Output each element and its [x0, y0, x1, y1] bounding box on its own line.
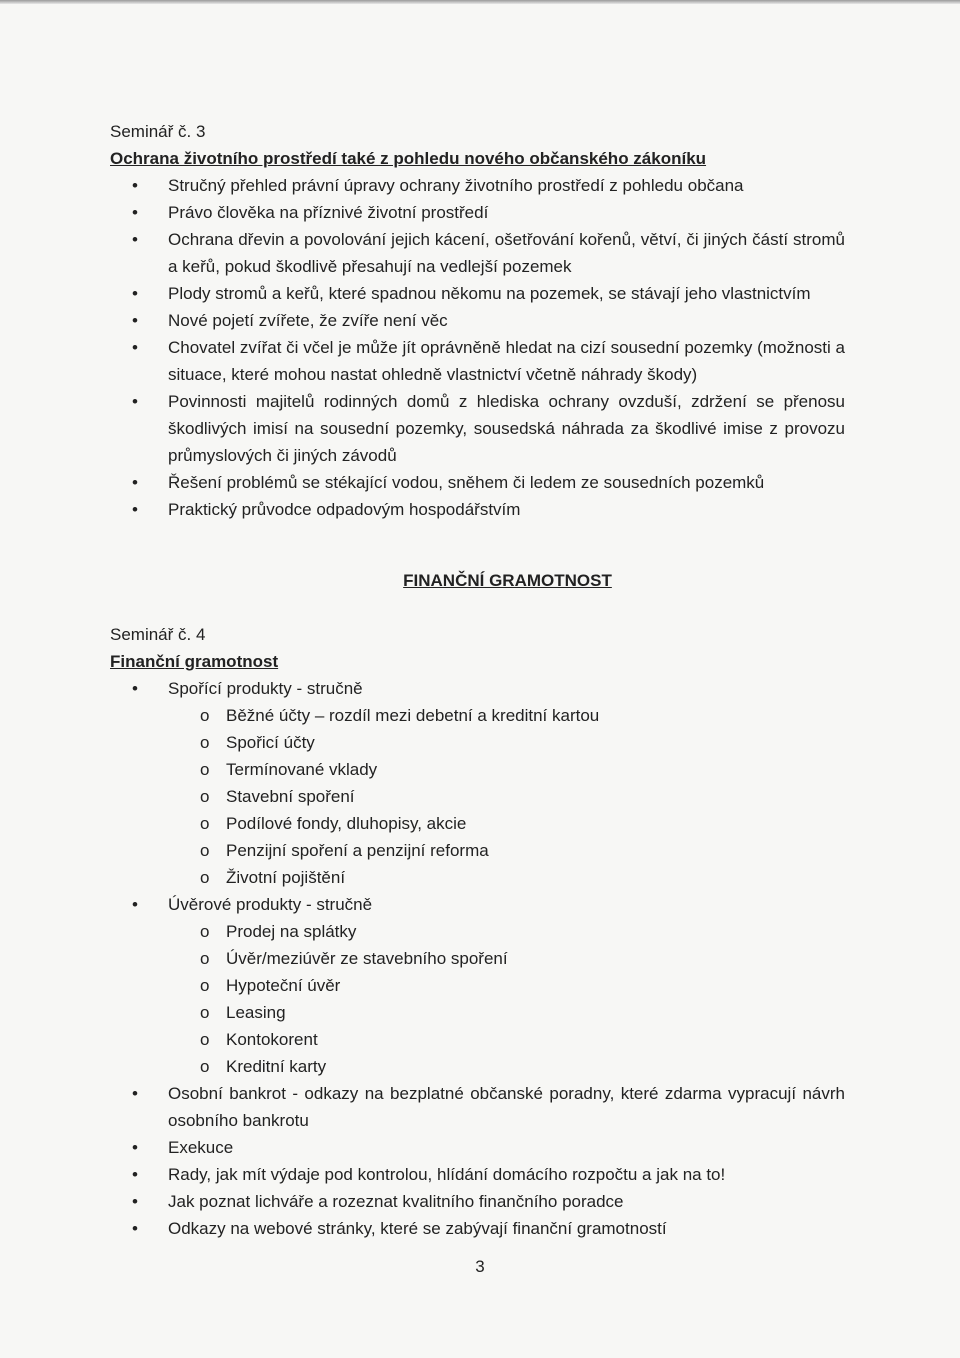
sublist-item: o Kontokorent	[168, 1026, 845, 1053]
seminar-4-heading: Finanční gramotnost	[110, 652, 279, 671]
sublist-item: o Kreditní karty	[168, 1053, 845, 1080]
list-item: • Nové pojetí zvířete, že zvíře není věc	[110, 307, 845, 334]
savings-sublist	[168, 702, 845, 891]
seminar-3-heading: Ochrana životního prostředí také z pohledu nového občanského zákoníku	[110, 149, 707, 168]
document-body	[110, 118, 845, 1242]
list-item-credit	[110, 891, 845, 1080]
scan-top-edge	[0, 0, 960, 4]
list-item: • Odkazy na webové stránky, které se zabývají finanční gramotností	[110, 1215, 845, 1242]
section-title: FINANČNÍ GRAMOTNOST	[403, 571, 612, 590]
list-item: • Stručný přehled právní úpravy ochrany životního prostředí z pohledu občana	[110, 172, 845, 199]
sublist-item: o Prodej na splátky	[168, 918, 845, 945]
page-number: 3	[475, 1257, 485, 1276]
sublist-item: o Hypoteční úvěr	[168, 972, 845, 999]
list-item: • Praktický průvodce odpadovým hospodářstvím	[110, 496, 845, 523]
list-item: • Právo člověka na příznivé životní prostředí	[110, 199, 845, 226]
seminar-3-label: Seminář č. 3	[110, 122, 206, 141]
sublist-item: o Leasing	[168, 999, 845, 1026]
list-item: • Osobní bankrot - odkazy na bezplatné občanské poradny, které zdarma vypracují návrh osobního bankrotu	[110, 1080, 845, 1134]
list-item-label: Úvěrové produkty - stručně	[168, 895, 373, 914]
seminar-4-list	[110, 675, 845, 1242]
sublist-item: o Penzijní spoření a penzijní reforma	[168, 837, 845, 864]
sublist-item: o Spořicí účty	[168, 729, 845, 756]
sublist-item: o Podílové fondy, dluhopisy, akcie	[168, 810, 845, 837]
list-item: • Ochrana dřevin a povolování jejich kácení, ošetřování kořenů, větví, či jiných částí stromů a keřů, pokud škodlivě přesahují na vedlejší pozemek	[110, 226, 845, 280]
list-item: • Chovatel zvířat či včel je může jít oprávněně hledat na cizí sousední pozemky (možnosti a situace, které mohou nastat ohledně vlastnictví včetně náhrady škody)	[110, 334, 845, 388]
sublist-item: o Termínované vklady	[168, 756, 845, 783]
sublist-item: o Úvěr/meziúvěr ze stavebního spoření	[168, 945, 845, 972]
sublist-item: o Běžné účty – rozdíl mezi debetní a kreditní kartou	[168, 702, 845, 729]
sublist-item: o Stavební spoření	[168, 783, 845, 810]
list-item-label: Spořící produkty - stručně	[168, 679, 363, 698]
credit-sublist	[168, 918, 845, 1080]
sublist-item: o Životní pojištění	[168, 864, 845, 891]
list-item: • Jak poznat lichváře a rozeznat kvalitního finančního poradce	[110, 1188, 845, 1215]
seminar-4-label: Seminář č. 4	[110, 625, 206, 644]
list-item: • Povinnosti majitelů rodinných domů z hlediska ochrany ovzduší, zdržení se přenosu škodlivých imisí na sousední pozemky, sousedská náhrada za škodlivé imise z provozu průmyslových či jiných závodů	[110, 388, 845, 469]
list-item: • Plody stromů a keřů, které spadnou někomu na pozemek, se stávají jeho vlastnictvím	[110, 280, 845, 307]
list-item: • Řešení problémů se stékající vodou, sněhem či ledem ze sousedních pozemků	[110, 469, 845, 496]
list-item: • Rady, jak mít výdaje pod kontrolou, hlídání domácího rozpočtu a jak na to!	[110, 1161, 845, 1188]
list-item: • Exekuce	[110, 1134, 845, 1161]
seminar-3-list	[110, 172, 845, 523]
list-item-savings	[110, 675, 845, 891]
